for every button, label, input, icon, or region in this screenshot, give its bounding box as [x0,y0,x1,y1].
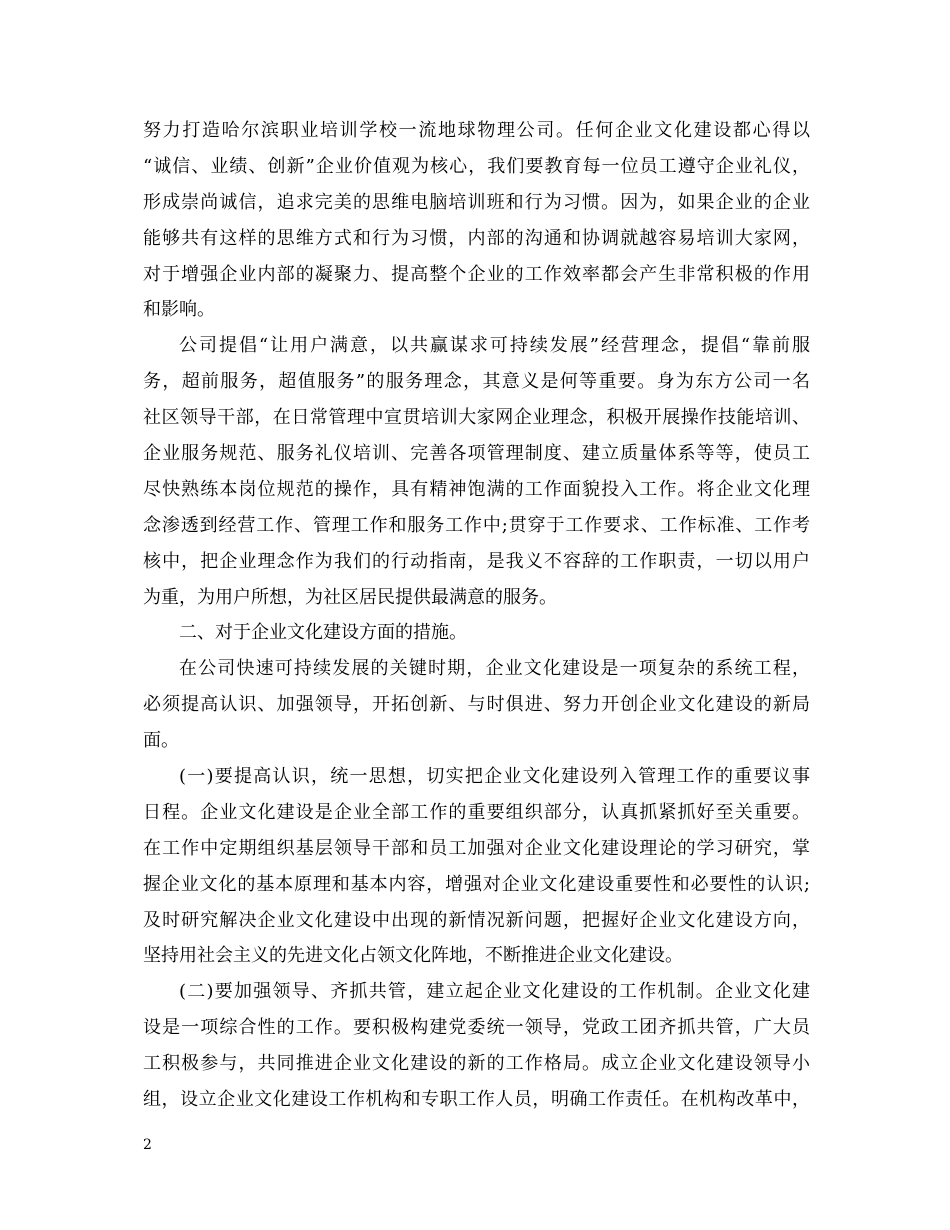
body-text [143,113,810,1118]
text-line: 对于增强企业内部的凝聚力、提高整个企业的工作效率都会产生非常积极的作用 [143,263,810,285]
text-line: 握企业文化的基本原理和基本内容，增强对企业文化建设重要性和必要性的认识; [143,873,810,895]
text-line: “诚信、业绩、创新”企业价值观为核心，我们要教育每一位员工遵守企业礼仪， [143,155,810,177]
text-line: 努力打造哈尔滨职业培训学校一流地球物理公司。任何企业文化建设都心得以 [143,120,810,141]
text-line: 核中，把企业理念作为我们的行动指南，是我义不容辞的工作职责，一切以用户 [143,550,810,572]
text-line: 设是一项综合性的工作。要积极构建党委统一领导，党政工团齐抓共管，广大员 [143,1017,810,1039]
text-line: (二)要加强领导、齐抓共管，建立起企业文化建设的工作机制。企业文化建 [179,981,810,1003]
text-line: 在公司快速可持续发展的关键时期，企业文化建设是一项复杂的系统工程， [179,658,810,680]
text-line: 在工作中定期组织基层领导干部和员工加强对企业文化建设理论的学习研究，掌 [143,837,810,859]
text-line: 务，超前服务，超值服务”的服务理念，其意义是何等重要。身为东方公司一名 [143,371,810,393]
text-line: 日程。企业文化建设是企业全部工作的重要组织部分，认真抓紧抓好至关重要。 [143,801,810,823]
text-line: 公司提倡“让用户满意，以共赢谋求可持续发展”经营理念，提倡“靠前服 [179,335,810,357]
text-line: 二、对于企业文化建设方面的措施。 [179,622,467,644]
text-line: 坚持用社会主义的先进文化占领文化阵地，不断推进企业文化建设。 [143,945,683,967]
text-line: (一)要提高认识，统一思想，切实把企业文化建设列入管理工作的重要议事 [179,766,810,788]
text-line: 为重，为用户所想，为社区居民提供最满意的服务。 [143,586,557,608]
text-line: 能够共有这样的思维方式和行为习惯，内部的沟通和协调就越容易培训大家网， [143,227,810,249]
text-line: 念渗透到经营工作、管理工作和服务工作中;贯穿于工作要求、工作标准、工作考 [143,514,810,536]
text-line: 尽快熟练本岗位规范的操作，具有精神饱满的工作面貌投入工作。将企业文化理 [143,478,810,500]
text-line: 及时研究解决企业文化建设中出现的新情况新问题，把握好企业文化建设方向， [143,909,810,931]
text-line: 工积极参与，共同推进企业文化建设的新的工作格局。成立企业文化建设领导小 [143,1053,810,1075]
text-line: 组，设立企业文化建设工作机构和专职工作人员，明确工作责任。在机构改革中， [143,1089,810,1111]
page-number: 2 [143,1137,152,1153]
text-line: 社区领导干部，在日常管理中宣贯培训大家网企业理念，积极开展操作技能培训、 [143,407,810,429]
text-line: 企业服务规范、服务礼仪培训、完善各项管理制度、建立质量体系等等，使员工 [143,443,810,465]
text-line: 和影响。 [143,299,215,321]
text-line: 必须提高认识、加强领导，开拓创新、与时俱进、努力开创企业文化建设的新局 [143,694,810,716]
text-line: 面。 [143,730,179,752]
text-line: 形成崇尚诚信，追求完美的思维电脑培训班和行为习惯。因为，如果企业的企业 [143,191,810,213]
